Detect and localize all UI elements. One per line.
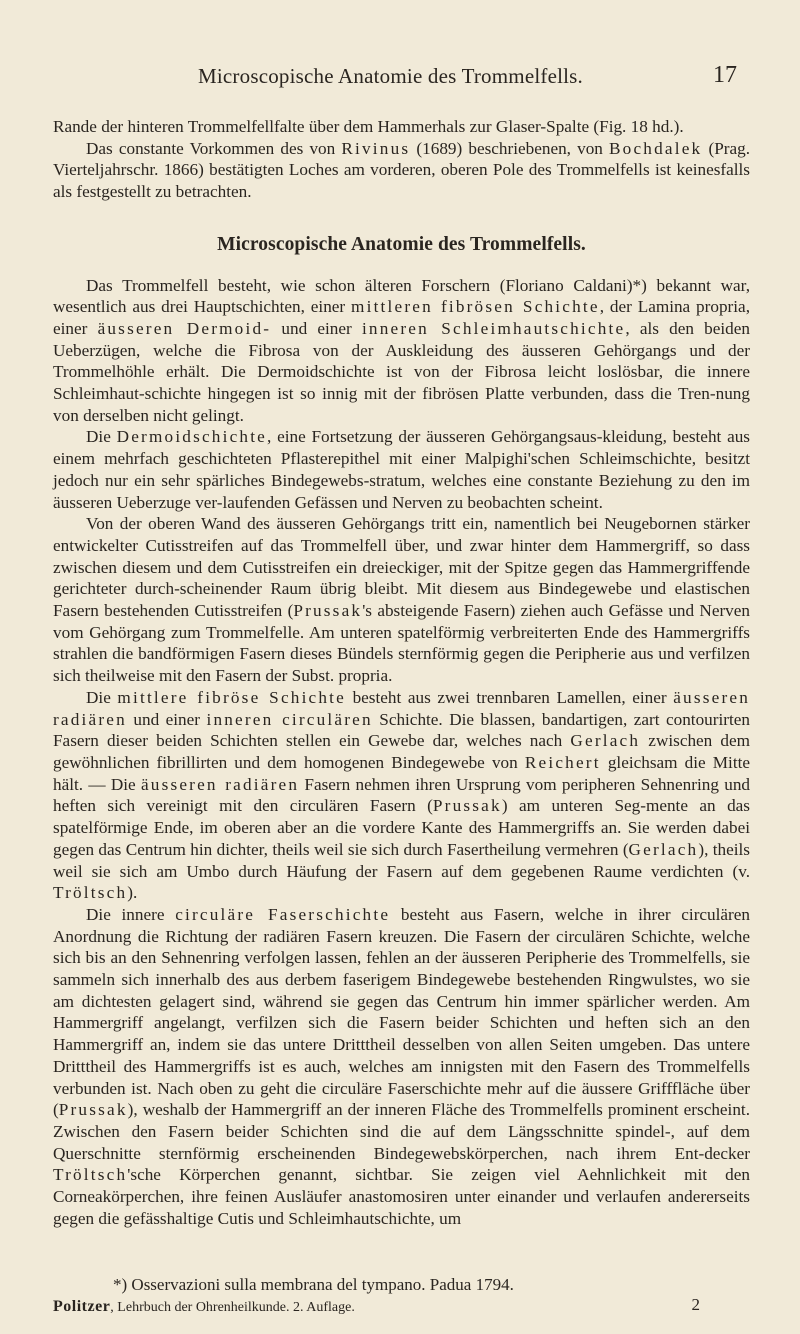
paragraph: Die innere circuläre Faserschichte besteht aus Fasern, welche in ihrer circulären Anordnung die Richtung der radiären Fasern kreuzen. Die Fasern der circulären Schichte, welche sich bis an den Sehnenring verfolgen lassen, fehlen an der äusseren Peripherie des Trommelfells, sie sammeln sich innerhalb des aus derbem faserigem Bindegewebe bestehenden Ringwulstes, wo sie am dichtesten gelagert sind, während sie gegen das Centrum hin immer spärlicher werden. Am Hammergriff angelangt, verfilzen sich die Fasern beider Schichten und heften sich an den Hammergriff an, indem sie das untere Dritttheil desselben von allen Seiten umgeben. Das untere Dritttheil des Hammergriffs ist es auch, welches am innigsten mit den Fasern des Trommelfells verbunden ist. Nach oben zu geht die circuläre Faserschichte mehr auf die äussere Grifffläche über (Prussak), weshalb der Hammergriff an der inneren Fläche des Trommelfells prominent erscheint. Zwischen den Fasern beider Schichten sind die auf dem Längsschnitte spindel-, auf dem Querschnitte sternförmig erscheinenden Bindegewebskörperchen, nach ihrem Ent-decker Tröltsch'sche Körperchen genannt, sichtbar. Sie zeigen viel Aehnlichkeit mit den Corneakörperchen, ihre feinen Ausläufer anastomosiren unter einander und verlaufen andererseits gegen die gefässhaltige Cutis und Schleimhautschichte, um [53, 904, 751, 1228]
emphasis: Dermoidschichte [116, 427, 268, 447]
signature-title: , Lehrbuch der Ohrenheilkunde. 2. Auflage. [110, 1300, 355, 1315]
author-name: Tröltsch [53, 1165, 128, 1185]
emphasis: circuläre Faserschichte [175, 904, 391, 924]
page-number: 17 [713, 62, 737, 88]
author-name: Bochdalek [609, 138, 703, 158]
author-name: Tröltsch [53, 883, 128, 903]
author-name: Prussak [432, 796, 502, 816]
author-name: Prussak [293, 601, 363, 621]
emphasis: äusseren radiären [53, 687, 750, 729]
emphasis: mittleren fibrösen Schichte [351, 297, 600, 317]
emphasis: inneren Schleimhautschichte [361, 318, 626, 338]
body-text [53, 116, 750, 1229]
paragraph: Das constante Vorkommen des von Rivinus (1689) beschriebenen, von Bochdalek (Prag. Vierteljahrschr. 1866) bestätigten Loches am vorderen, oberen Pole des Trommelfells ist keinesfalls als festgestellt zu betrachten. [53, 138, 750, 202]
author-name: Gerlach [628, 839, 699, 859]
author-name: Rivinus [341, 138, 411, 158]
author-name: Reichert [524, 752, 601, 772]
paragraph: Die mittlere fibröse Schichte besteht aus zwei trennbaren Lamellen, einer äusseren radiären und einer inneren circulären Schichte. Die blassen, bandartigen, zart contourirten Fasern dieser beiden Schichten stellen ein Gewebe dar, welches nach Gerlach zwischen dem gewöhnlichen fibrillirten und dem homogenen Bindegewebe von Reichert gleichsam die Mitte hält. — Die äusseren radiären Fasern nehmen ihren Ursprung vom peripheren Sehnenring und heften sich vereinigt mit den circulären Fasern (Prussak) am unteren Seg-mente an das spatelförmige Ende, im oberen aber an die vordere Kante des Hammergriffs an. Sie werden dabei gegen das Centrum hin dichter, theils weil sie sich durch Fasertheilung vermehren (Gerlach), theils weil sie sich am Umbo durch Häufung der Fasern auf dem gegebenen Raume verdichten (v. Tröltsch). [53, 687, 751, 903]
paragraph: Das Trommelfell besteht, wie schon älteren Forschern (Floriano Caldani)*) bekannt war, wesentlich aus drei Hauptschichten, einer mittleren fibrösen Schichte, der Lamina propria, einer äusseren Dermoid- und einer inneren Schleimhautschichte, als den beiden Ueberzügen, welche die Fibrosa von der Auskleidung des äusseren Gehörgangs und der Trommelhöhle erhält. Die Dermoidschichte ist von der Fibrosa leicht loslösbar, die innere Schleimhaut-schichte hingegen ist so innig mit der fibrösen Platte verbunden, dass die Tren-nung von derselben nicht gelingt. [53, 275, 750, 425]
section-heading: Microscopische Anatomie des Trommelfells. [217, 233, 586, 255]
emphasis: äusseren radiären [140, 774, 300, 794]
emphasis: äusseren Dermoid- [97, 318, 272, 338]
running-header [0, 64, 800, 104]
paragraph: Von der oberen Wand des äusseren Gehörgangs tritt ein, namentlich bei Neugebornen stärker entwickelter Cutisstreifen auf das Trommelfell über, und zwar hinter dem Hammergriff, so dass zwischen diesem und dem Cutisstreifen ein dreieckiger, mit der Spitze gegen das Hammergriffende gerichteter durch-scheinender Raum übrig bleibt. Mit diesem aus Bindegewebe und elastischen Fasern bestehenden Cutisstreifen (Prussak's absteigende Fasern) ziehen auch Gefässe und Nerven vom Gehörgang zum Trommelfelle. Am unteren spatelförmig verbreiterten Ende des Hammergriffs strahlen die bandförmigen Fasern dieses Bündels sternförmig gegen die Peripherie aus und verfilzen sich theilweise mit den Fasern der Subst. propria. [53, 514, 751, 686]
signature-author: Politzer [53, 1298, 111, 1315]
book-signature [53, 1296, 750, 1319]
paragraph: Die Dermoidschichte, eine Fortsetzung der äusseren Gehörgangsaus-kleidung, besteht aus einem mehrfach geschichteten Pflasterepithel mit einer Malpighi'schen Schleimschichte, besitzt jedoch nur ein sehr spärliches Bindegewebs-stratum, welches eine constante Beziehung zu den im äusseren Ueberzuge ver-laufenden Gefässen und Nerven zu beobachten scheint. [53, 427, 750, 512]
emphasis: inneren circulären [206, 709, 373, 729]
emphasis: mittlere fibröse Schichte [117, 687, 346, 707]
author-name: Prussak [58, 1100, 128, 1120]
running-title: Microscopische Anatomie des Trommelfells. [198, 64, 583, 88]
footnote-text: *) Osservazioni sulla membrana del tympano. Padua 1794. [113, 1275, 514, 1294]
footnote [53, 1274, 750, 1319]
author-name: Gerlach [570, 731, 641, 751]
paragraph: Rande der hinteren Trommelfellfalte über dem Hammerhals zur Glaser-Spalte (Fig. 18 hd.). [53, 117, 684, 136]
signature-number: 2 [691, 1295, 700, 1314]
